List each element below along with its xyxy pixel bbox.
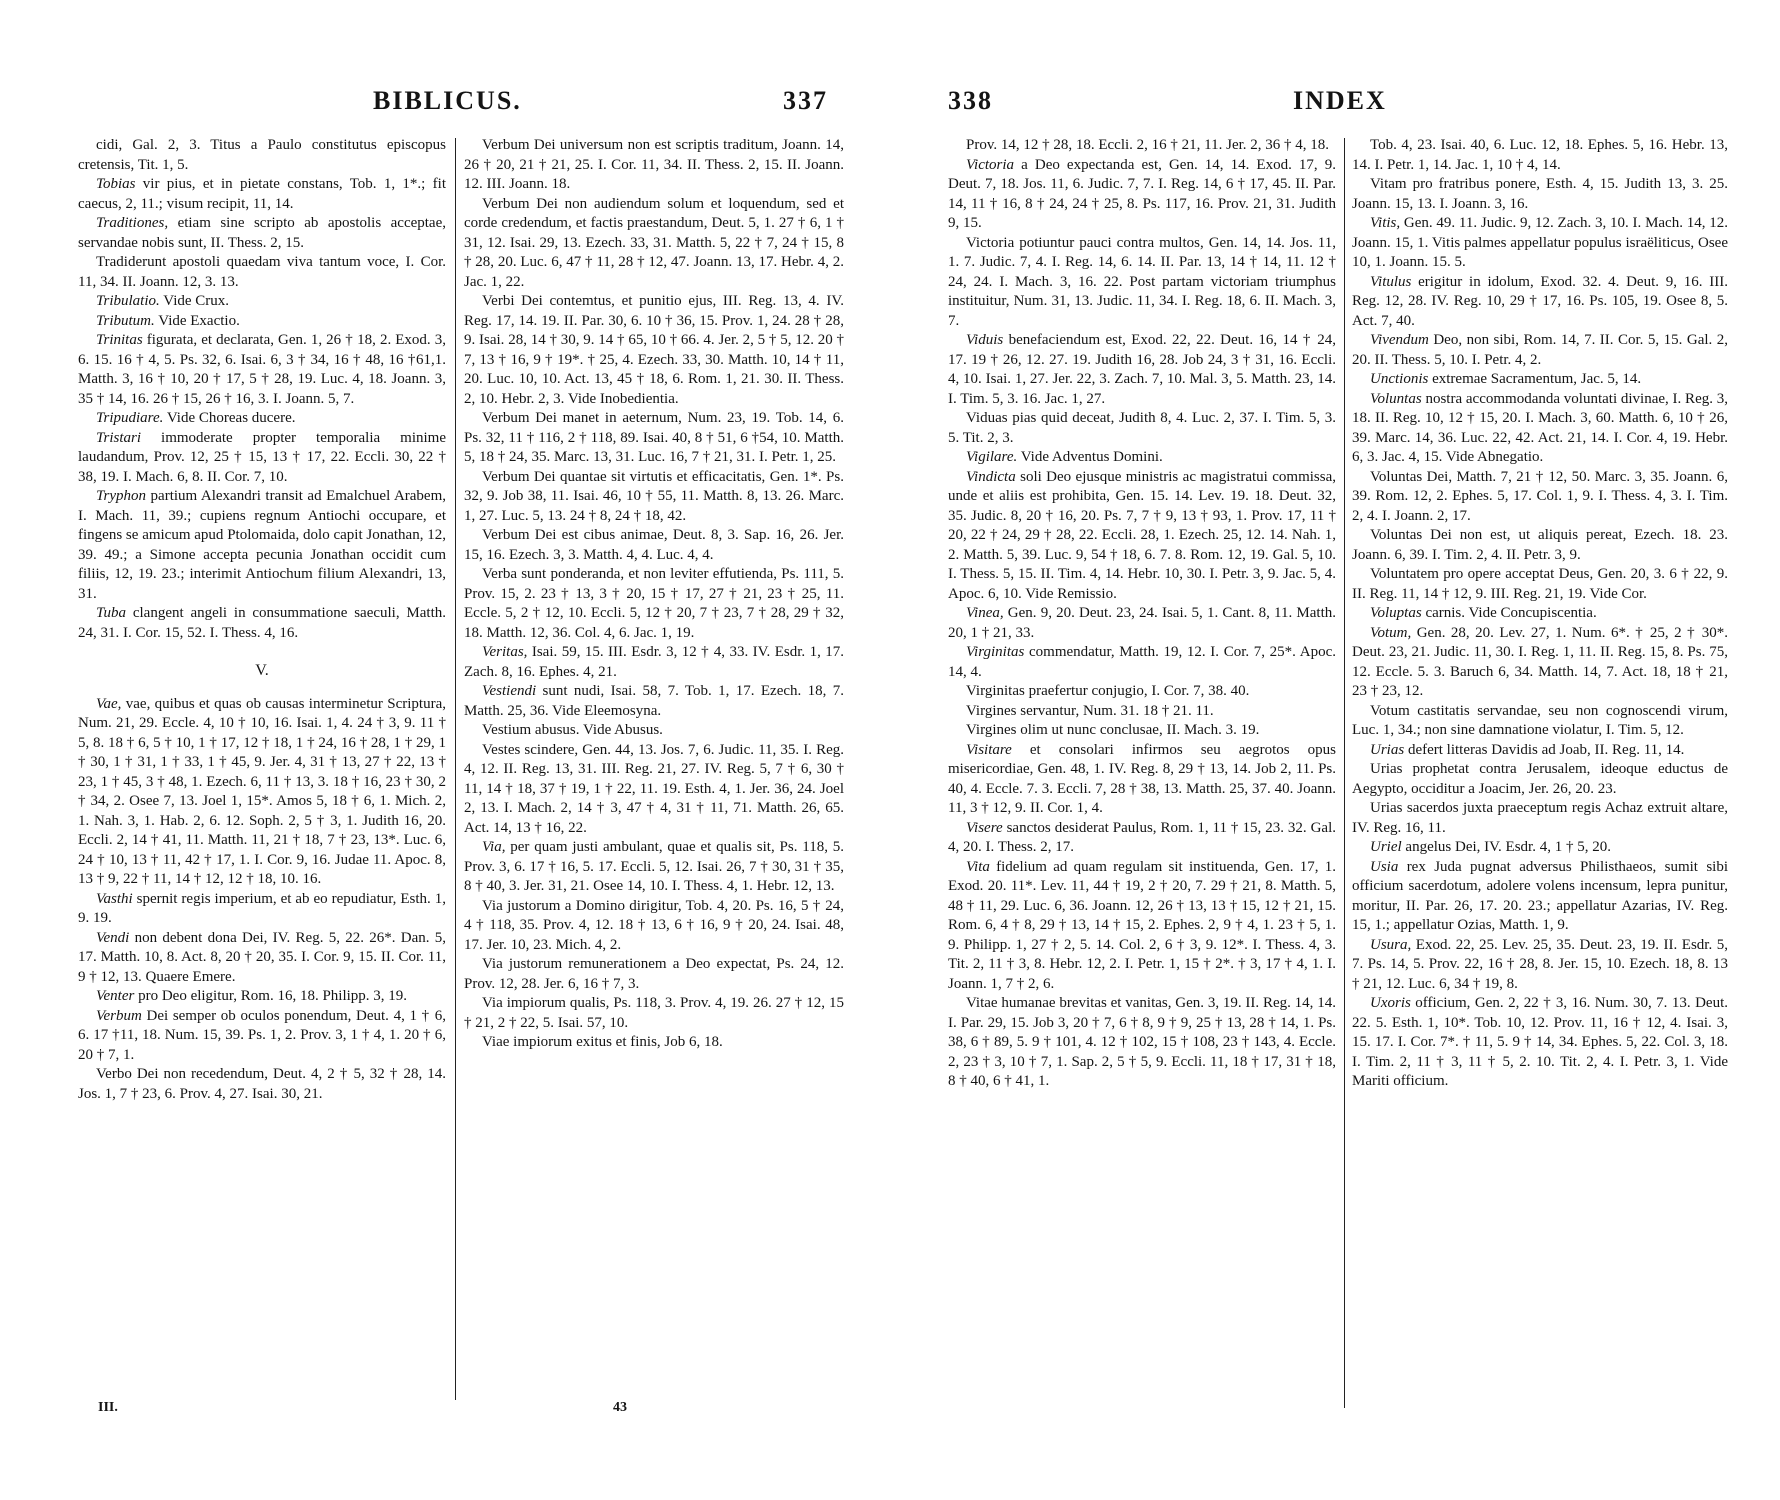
entry-text: Via justorum remunerationem a Deo expectat, Ps. 24, 12. Prov. 12, 28. Jer. 6, 16 † 7, 3. xyxy=(464,956,844,992)
index-entry xyxy=(78,312,446,332)
index-entry xyxy=(1352,175,1728,214)
entry-headword: Veritas, xyxy=(482,644,528,660)
index-entry xyxy=(1352,331,1728,370)
entry-text: erigitur in idolum, Exod. 32. 4. Deut. 9, 16. III. Reg. 12, 28. IV. Reg. 10, 29 † 17, 16. Ps. 105, 19. Osee 8, 5. Act. 7, 40. xyxy=(1352,273,1728,329)
page-number: 338 xyxy=(948,86,993,115)
entry-headword: Vasthi xyxy=(96,890,133,907)
entry-text: sunt nudi, Isai. 58, 7. Tob. 1, 17. Ezech. 18, 7. Matth. 25, 36. Vide Eleemosyna. xyxy=(464,683,844,719)
entry-headword: Traditiones, xyxy=(96,215,169,231)
entry-text: Dei semper ob oculos ponendum, Deut. 4, 1 † 6, 6. 17 †11, 18. Num. 15, 39. Ps. 1, 2. Prov. 3, 1 † 4, 1. 20 † 6, 20 † 7, 1. xyxy=(78,1007,446,1063)
entry-headword: Vindicta xyxy=(966,468,1016,485)
index-entry xyxy=(464,526,844,565)
entry-headword: Vitis, xyxy=(1370,215,1401,231)
index-entry xyxy=(464,838,844,897)
entry-text: Verbum Dei est cibus animae, Deut. 8, 3. Sap. 16, 26. Jer. 15, 16. Ezech. 3, 3. Matth. 4, 4. Luc. 4, 4. xyxy=(464,527,844,563)
entry-text: soli Deo ejusque ministris ac magistratui commissa, unde et aliis est prohibita, Gen. 15. 14. Lev. 19. 18. Deut. 32, 35. Judic. 8, 20 † 16, 20. Ps. 7, 7 † 9, 13 † 93, 1. Prov. 17, 11 † 20, 22 † 24, 29 † 28, 22. Eccli. 28, 1. Ezech. 25, 12. 14. Nah. 1, 2. Matth. 5, 39. Luc. 9, 54 † 18, 6. 7. 8. Rom. 12, 19. Gal. 5, 10. I. Thess. 5, 15. II. Tim. 4, 14. Hebr. 10, 30. I. Petr. 3, 9. Jac. 5, 4. Apoc. 6, 10. Vide Remissio. xyxy=(948,468,1336,602)
index-entry xyxy=(464,136,844,195)
index-entry xyxy=(948,604,1336,643)
entry-text: Via impiorum qualis, Ps. 118, 3. Prov. 4, 19. 26. 27 † 12, 15 † 21, 2 † 22, 5. Isai. 57, 10. xyxy=(464,995,844,1031)
index-entry xyxy=(1352,994,1728,1092)
index-entry xyxy=(1352,702,1728,741)
index-entry xyxy=(948,721,1336,741)
index-entry xyxy=(78,331,446,409)
entry-text: Victoria potiuntur pauci contra multos, Gen. 14, 14. Jos. 11, 1. 7. Judic. 7, 4. I. Reg. 14, 6. 14. II. Par. 13, 14 † 14, 11. 12 † 24, 24. I. Mach. 3, 16. 22. Post partam victoriam triumphus instituitur, Num. 31, 13. Judic. 11, 34. I. Reg. 18, 6. II. Mach. 3, 7. xyxy=(948,234,1336,329)
index-entry xyxy=(1352,624,1728,702)
entry-headword: Trinitas xyxy=(96,332,143,348)
entry-headword: Vivendum xyxy=(1370,332,1429,348)
entry-headword: Tuba xyxy=(96,605,127,621)
entry-headword: Tobias xyxy=(96,176,136,192)
index-entry xyxy=(948,819,1336,858)
entry-text: figurata, et declarata, Gen. 1, 26 † 18, 2. Exod. 3, 6. 15. 16 † 4, 5. Ps. 32, 6. Isai. 6, 3 † 34, 16 † 48, 16 †61,1. Matth. 3, 16 † 10, 20 † 17, 5 † 28, 19. Luc. 4, 18. Joann. 3, 35 † 14, 16. 26 † 15, 26 † 16, 3. I. Joann. 5, 7. xyxy=(78,332,446,407)
entry-headword: Tristari xyxy=(96,429,142,446)
index-entry xyxy=(78,409,446,429)
index-entry xyxy=(1352,760,1728,799)
entry-headword: Tripudiare. xyxy=(96,410,164,426)
entry-headword: Victoria xyxy=(966,156,1015,173)
entry-headword: Tryphon xyxy=(96,488,147,504)
left-page xyxy=(78,0,848,1500)
index-entry xyxy=(464,643,844,682)
entry-text: cidi, Gal. 2, 3. Titus a Paulo constitutus episcopus cretensis, Tit. 1, 5. xyxy=(78,137,446,173)
index-entry xyxy=(78,429,446,488)
index-entry xyxy=(948,136,1336,156)
entry-text: Gen. 28, 20. Lev. 27, 1. Num. 6*. † 25, 2 † 30*. Deut. 23, 21. Judic. 11, 30. I. Reg. 1, 11. II. Reg. 15, 8. Ps. 75, 12. Eccle. 5. 3. Baruch 6, 34. Matth. 14, 7. Act. 18, 18 † 21, 23 † 23, 12. xyxy=(1352,624,1728,699)
entry-text: Vide Choreas ducere. xyxy=(163,410,296,426)
entry-text: Tob. 4, 23. Isai. 40, 6. Luc. 12, 18. Ephes. 5, 16. Hebr. 13, 14. I. Petr. 1, 14. Jac. 1, 10 † 4, 14. xyxy=(1352,137,1728,173)
index-entry xyxy=(464,897,844,956)
entry-headword: Vita xyxy=(966,858,990,875)
entry-headword: Uxoris xyxy=(1370,995,1411,1011)
index-entry xyxy=(1352,604,1728,624)
entry-headword: Vinea, xyxy=(966,605,1004,621)
index-entry xyxy=(464,682,844,721)
entry-text: vir pius, et in pietate constans, Tob. 1, 1*.; fit caecus, 2, 11.; visum recipit, 11, 14. xyxy=(78,176,446,212)
index-entry xyxy=(1352,799,1728,838)
index-entry xyxy=(78,136,446,175)
entry-headword: Viduis xyxy=(966,332,1004,348)
index-entry xyxy=(464,994,844,1033)
entry-headword: Votum, xyxy=(1370,624,1412,641)
index-entry xyxy=(948,409,1336,448)
entry-text: Voluntas Dei, Matth. 7, 21 † 12, 50. Marc. 3, 35. Joann. 6, 39. Rom. 12, 2. Ephes. 5, 17. Col. 1, 9. I. Thess. 4, 3. I. Tim. 2, 4. I. Joann. 2, 17. xyxy=(1352,468,1728,524)
signature-mark: III. xyxy=(98,1400,118,1415)
index-entry xyxy=(78,253,446,292)
index-entry xyxy=(464,565,844,643)
index-entry xyxy=(1352,858,1728,936)
index-entry xyxy=(1352,936,1728,995)
entry-text: Vide Crux. xyxy=(159,293,230,309)
entry-text: Vitae humanae brevitas et vanitas, Gen. 3, 19. II. Reg. 14, 14. I. Par. 29, 15. Job 3, 20 † 7, 6 † 8, 9 † 9, 25 † 13, 28 † 14, 1. Ps. 38, 6 † 89, 5. 9 † 101, 4. 12 † 102, 15 † 108, 23 † 143, 4. Eccle. 2, 23 † 3, 10 † 7, 1. Sap. 2, 5 † 5, 9. Eccli. 11, 18 † 17, 31 † 18, 8 † 40, 6 † 41, 1. xyxy=(948,995,1336,1089)
entry-text: Vestium abusus. Vide Abusus. xyxy=(482,722,663,738)
index-entry xyxy=(464,195,844,293)
entry-text: Verbo Dei non recedendum, Deut. 4, 2 † 5, 32 † 28, 14. Jos. 1, 7 † 23, 6. Prov. 4, 27. Isai. 30, 21. xyxy=(78,1066,446,1102)
index-column-2 xyxy=(1352,136,1728,1401)
entry-text: vae, quibus et quas ob causas interminetur Scriptura, Num. 21, 29. Eccle. 4, 10 † 10, 16. Isai. 1, 4. 24 † 3, 9. 11 † 5, 8. 18 † 6, 5 † 10, 1 † 17, 12 † 18, 1 † 24, 16 † 28, 1 † 29, 1 † 30, 1 † 31, 1 † 33, 1 † 45, 9. Jer. 4, 31 † 13, 27 † 22, 13 † 23, 1 † 45, 3 † 48, 1. Ezech. 6, 11 † 13, 3. 18 † 16, 23 † 30, 2 † 34, 2. Osee 7, 13. Joel 1, 15*. Amos 5, 18 † 6, 1. Mich. 2, 1. Nah. 3, 1. Hab. 2, 6. 12. Soph. 2, 5 † 3, 1. Judith 16, 20. Eccli. 2, 14 † 41, 11. Matth. 11, 21 † 18, 7 † 23, 13*. Luc. 6, 24 † 10, 13 † 11, 42 † 17, 1. I. Cor. 9, 16. Judae 11. Apoc. 8, 13 † 9, 22 † 11, 14 † 12, 12 † 18, 10. 16. xyxy=(78,695,446,887)
entry-text: Vide Exactio. xyxy=(154,312,240,329)
entry-text: clangent angeli in consummatione saeculi, Matth. 24, 31. I. Cor. 15, 52. I. Thess. 4, 16. xyxy=(78,605,446,641)
running-head-title: INDEX xyxy=(1293,86,1387,115)
entry-headword: Vae, xyxy=(96,695,122,712)
entry-text: partium Alexandri transit ad Emalchuel Arabem, I. Mach. 11, 39.; cupiens regnum Antiochi occupare, et fingens se amicum apud Ptolomaida, dolo capit Jonathan, 12, 39. 49.; a Simone accepta pecunia Jonathan occidit cum filiis, 12, 19. 23.; interimit Antiochum filium Alexandri, 13, 31. xyxy=(78,488,446,602)
index-entry xyxy=(948,682,1336,702)
entry-text: Urias sacerdos juxta praeceptum regis Achaz extruit altare, IV. Reg. 16, 11. xyxy=(1352,800,1728,836)
entry-text: Gen. 9, 20. Deut. 23, 24. Isai. 5, 1. Cant. 8, 11. Matth. 20, 1 † 21, 33. xyxy=(948,605,1336,641)
entry-text: Verba sunt ponderanda, et non leviter effutienda, Ps. 111, 5. Prov. 15, 2. 23 † 13, 3 † 20, 15 † 17, 27 † 21, 23 † 25, 11. Eccle. 5, 2 † 12, 10. Eccli. 5, 12 † 20, 7 † 23, 7 † 28, 29 † 32, 18. Matth. 12, 36. Col. 4, 6. Jac. 1, 19. xyxy=(464,566,844,641)
index-column-1 xyxy=(948,136,1336,1401)
index-entry xyxy=(1352,273,1728,332)
entry-text: Voluntatem pro opere acceptat Deus, Gen. 20, 3. 6 † 22, 9. II. Reg. 11, 14 † 12, 9. III. Reg. 21, 19. Vide Cor. xyxy=(1352,566,1728,602)
index-entry xyxy=(464,741,844,839)
entry-text: Virgines olim ut nunc conclusae, II. Mach. 3. 19. xyxy=(966,722,1260,738)
entry-text: Vide Adventus Domini. xyxy=(1017,449,1163,465)
entry-headword: Usia xyxy=(1370,858,1399,875)
index-entry xyxy=(1352,390,1728,468)
index-entry xyxy=(948,643,1336,682)
index-entry xyxy=(464,955,844,994)
column-divider xyxy=(1344,138,1345,1408)
column-divider xyxy=(455,138,456,1400)
index-entry xyxy=(1352,565,1728,604)
entry-text: benefaciendum est, Exod. 22, 22. Deut. 16, 14 † 24, 17. 19 † 26, 12. 27. 19. Judith 16, 28. Job 24, 3 † 31, 16. Eccli. 4, 10. Isai. 1, 27. Jer. 22, 3. Zach. 7, 10. Mal. 3, 5. Matth. 23, 14. I. Tim. 5, 3. 16. Jac. 1, 27. xyxy=(948,332,1336,407)
page-number: 337 xyxy=(783,86,828,115)
entry-text: Vitam pro fratribus ponere, Esth. 4, 15. Judith 13, 3. 25. Joann. 15, 13. I. Joann. 3, 16. xyxy=(1352,176,1728,212)
entry-headword: Urias xyxy=(1370,741,1405,758)
sheet-number: 43 xyxy=(613,1400,627,1415)
index-entry xyxy=(948,331,1336,409)
entry-text: Verbum Dei non audiendum solum et loquendum, sed et corde credendum, et factis praestandum, Deut. 5, 1. 27 † 6, 1 † 31, 12. Isai. 29, 13. Ezech. 33, 31. Matth. 5, 22 † 7, 24 † 15, 8 † 28, 20. Luc. 6, 47 † 11, 28 † 12, 47. Joann. 13, 17. Hebr. 4, 2. Jac. 1, 22. xyxy=(464,195,844,290)
entry-text: Virgines servantur, Num. 31. 18 † 21. 11. xyxy=(966,702,1214,719)
entry-text: sanctos desiderat Paulus, Rom. 1, 11 † 15, 23. 32. Gal. 4, 20. I. Thess. 2, 17. xyxy=(948,819,1336,855)
right-page-columns xyxy=(948,136,1728,1416)
entry-text: Virginitas praefertur conjugio, I. Cor. 7, 38. 40. xyxy=(966,683,1250,699)
index-entry xyxy=(78,604,446,643)
index-entry xyxy=(464,409,844,468)
index-entry xyxy=(948,741,1336,819)
entry-headword: Tributum. xyxy=(96,312,155,329)
entry-text: officium, Gen. 2, 22 † 3, 16. Num. 30, 7. 13. Deut. 22. 5. Esth. 1, 10*. Tob. 10, 12. Prov. 11, 16 † 12, 4. Isai. 3, 15. 17. I. Cor. 7*. † 11, 5. 9 † 14, 34. Ephes. 5, 22. Col. 3, 18. I. Tim. 2, 11 † 3, 11 † 5, 2. 10. Tit. 2, 4. I. Petr. 3, 1. Vide Mariti officium. xyxy=(1352,995,1728,1089)
index-entry xyxy=(948,994,1336,1092)
entry-headword: Tribulatio. xyxy=(96,293,160,309)
entry-headword: Vitulus xyxy=(1370,273,1412,290)
entry-text: Verbum Dei quantae sit virtutis et efficacitatis, Gen. 1*. Ps. 32, 9. Job 38, 11. Isai. 46, 10 † 55, 11. Matth. 8, 13. 26. Marc. 1, 27. Luc. 5, 13. 24 † 8, 24 † 18, 42. xyxy=(464,468,844,524)
index-entry xyxy=(78,695,446,890)
index-entry xyxy=(78,292,446,312)
index-entry xyxy=(78,487,446,604)
index-column-1 xyxy=(78,136,446,1401)
entry-text: defert litteras Davidis ad Joab, II. Reg. 11, 14. xyxy=(1404,741,1685,758)
entry-text: Viduas pias quid deceat, Judith 8, 4. Luc. 2, 37. I. Tim. 5, 3. 5. Tit. 2, 3. xyxy=(948,410,1336,446)
entry-text: Exod. 22, 25. Lev. 25, 35. Deut. 23, 19. II. Esdr. 5, 7. Ps. 14, 5. Prov. 22, 16 † 28, 8. Jer. 15, 10. Ezech. 18, 8. 13 † 21, 12. Luc. 6, 34 † 19, 8. xyxy=(1352,936,1728,992)
index-entry xyxy=(1352,214,1728,273)
running-head-title: BIBLICUS. xyxy=(373,86,522,115)
entry-text: immoderate propter temporalia minime laudandum, Prov. 12, 25 † 15, 13 † 17, 22. Eccli. 30, 22 † 38, 19. I. Mach. 6, 8. II. Cor. 7, 10. xyxy=(78,429,446,485)
index-entry xyxy=(1352,526,1728,565)
index-entry xyxy=(1352,136,1728,175)
index-entry xyxy=(1352,838,1728,858)
index-entry xyxy=(948,858,1336,995)
entry-text: fidelium ad quam regulam sit instituenda, Gen. 17, 1. Exod. 20. 11*. Lev. 11, 44 † 19, 2 † 20, 7. 29 † 21, 8. Matth. 5, 48 † 11, 29. Luc. 6, 36. Joann. 12, 26 † 13, 13 † 15, 12 † 21, 15. Rom. 6, 4 † 8, 29 † 13, 14 † 15, 2. Ephes. 2, 9 † 4, 1. 23 † 5, 1. 9. Philipp. 1, 27 † 2, 5. 14. Col. 2, 6 † 3, 9. 12*. I. Thess. 4, 3. Tit. 2, 11 † 3, 8. Hebr. 12, 2. I. Petr. 1, 15 † 2*. † 3, 17 † 4, 1. I. Joann. 1, 7 † 2, 6. xyxy=(948,858,1336,992)
index-entry xyxy=(78,1065,446,1104)
entry-headword: Via, xyxy=(482,839,506,855)
right-page-header xyxy=(948,86,1728,122)
entry-headword: Visitare xyxy=(966,741,1012,758)
entry-headword: Usura, xyxy=(1370,936,1412,953)
index-entry xyxy=(464,1033,844,1053)
index-entry xyxy=(464,721,844,741)
index-entry xyxy=(78,890,446,929)
index-entry xyxy=(78,1007,446,1066)
entry-text: Verbum Dei manet in aeternum, Num. 23, 19. Tob. 14, 6. Ps. 32, 11 † 116, 2 † 118, 89. Isai. 40, 8 † 51, 6 †54, 10. Matth. 5, 18 † 24, 35. Marc. 13, 31. Luc. 16, 7 † 21, 31. I. Petr. 1, 25. xyxy=(464,410,844,465)
entry-text: Isai. 59, 15. III. Esdr. 3, 12 † 4, 33. IV. Esdr. 1, 17. Zach. 8, 16. Ephes. 4, 21. xyxy=(464,644,844,680)
entry-headword: Verbum xyxy=(96,1007,142,1024)
index-entry xyxy=(464,292,844,409)
entry-text: non debent dona Dei, IV. Reg. 5, 22. 26*. Dan. 5, 17. Matth. 10, 8. Act. 8, 20 † 20, 35. I. Cor. 9, 15. II. Cor. 11, 9 † 12, 13. Quaere Emere. xyxy=(78,929,446,985)
right-page xyxy=(948,0,1728,1500)
entry-text: Votum castitatis servandae, seu non cognoscendi virum, Luc. 1, 34.; non sine damnatione violatur, I. Tim. 5, 12. xyxy=(1352,702,1728,738)
entry-text: spernit regis imperium, et ab eo repudiatur, Esth. 1, 9. 19. xyxy=(78,890,446,926)
entry-headword: Vestiendi xyxy=(482,683,537,699)
entry-text: Urias prophetat contra Jerusalem, ideoque eductus de Aegypto, occiditur a Joacim, Jer. 26, 20. 23. xyxy=(1352,761,1728,797)
entry-text: Via justorum a Domino dirigitur, Tob. 4, 20. Ps. 16, 5 † 24, 4 † 118, 35. Prov. 4, 12. 18 † 13, 6 † 16, 9 † 20, 24. Isai. 48, 17. Jer. 10, 23. Mich. 4, 2. xyxy=(464,897,844,953)
entry-text: Voluntas Dei non est, ut aliquis pereat, Ezech. 18. 23. Joann. 6, 39. I. Tim. 2, 4. II. Petr. 3, 9. xyxy=(1352,527,1728,563)
index-entry xyxy=(1352,370,1728,390)
index-entry xyxy=(948,702,1336,722)
index-entry xyxy=(78,929,446,988)
index-entry xyxy=(464,468,844,527)
entry-headword: Vendi xyxy=(96,929,130,946)
index-entry xyxy=(948,156,1336,234)
index-entry xyxy=(1352,741,1728,761)
entry-text: rex Juda pugnat adversus Philisthaeos, sumit sibi officium sacerdotum, adolere volens incensum, lepra punitur, moritur, II. Par. 26, 17. 20. 23.; appellatur Azarias, IV. Reg. 15, 1.; appellatur Ozias, Matth. 1, 9. xyxy=(1352,858,1728,933)
entry-headword: Voluptas xyxy=(1370,605,1422,621)
index-entry xyxy=(1352,468,1728,527)
index-entry xyxy=(78,214,446,253)
index-entry xyxy=(948,468,1336,605)
entry-text: carnis. Vide Concupiscentia. xyxy=(1421,605,1597,621)
entry-headword: Visere xyxy=(966,819,1003,836)
entry-headword: Unctionis xyxy=(1370,371,1429,387)
entry-headword: Voluntas xyxy=(1370,390,1422,407)
entry-text: angelus Dei, IV. Esdr. 4, 1 † 5, 20. xyxy=(1401,839,1611,855)
entry-text: Viae impiorum exitus et finis, Job 6, 18. xyxy=(482,1034,723,1050)
entry-text: Tradiderunt apostoli quaedam viva tantum voce, I. Cor. 11, 34. II. Joann. 12, 3. 13. xyxy=(78,254,446,290)
left-page-columns xyxy=(78,136,848,1416)
entry-text: pro Deo eligitur, Rom. 16, 18. Philipp. 3, 19. xyxy=(134,988,408,1004)
index-column-2 xyxy=(464,136,844,1401)
section-letter: V. xyxy=(255,662,269,679)
entry-text: nostra accommodanda voluntati divinae, I. Reg. 3, 18. II. Reg. 10, 12 † 15, 20. I. Mach. 3, 60. Matth. 6, 10 † 26, 39. Marc. 14, 36. Luc. 22, 42. Act. 21, 14. I. Cor. 4, 19. Hebr. 6, 3. Jac. 4, 15. Vide Abnegatio. xyxy=(1352,390,1728,465)
entry-text: a Deo expectanda est, Gen. 14, 14. Exod. 17, 9. Deut. 7, 18. Jos. 11, 6. Judic. 7, 7. I. Reg. 14, 6 † 17, 45. II. Par. 14, 11 † 16, 8 † 24, 24 † 25, 8. Ps. 117, 16. Prov. 21, 31. Judith 9, 15. xyxy=(948,156,1336,231)
entry-text: per quam justi ambulant, quae et qualis sit, Ps. 118, 5. Prov. 3, 6. 17 † 16, 5. 17. Eccli. 5, 12. Isai. 26, 7 † 30, 31 † 35, 8 † 40, 3. Jer. 31, 21. Osee 14, 10. I. Thess. 4, 1. Hebr. 12, 13. xyxy=(464,839,844,894)
entry-text: Verbum Dei universum non est scriptis traditum, Joann. 14, 26 † 20, 21 † 21, 25. I. Cor. 11, 34. II. Thess. 2, 15. II. Joann. 12. III. Joann. 18. xyxy=(464,137,844,192)
entry-headword: Uriel xyxy=(1370,839,1402,855)
entry-text: commendatur, Matth. 19, 12. I. Cor. 7, 25*. Apoc. 14, 4. xyxy=(948,644,1336,680)
index-entry xyxy=(948,234,1336,332)
entry-text: extremae Sacramentum, Jac. 5, 14. xyxy=(1428,371,1642,387)
entry-headword: Virginitas xyxy=(966,644,1025,660)
entry-headword: Venter xyxy=(96,988,135,1004)
entry-text: Vestes scindere, Gen. 44, 13. Jos. 7, 6. Judic. 11, 35. I. Reg. 4, 12. II. Reg. 13, 31. III. Reg. 21, 27. IV. Reg. 5, 7 † 6, 30 † 11, 14 † 18, 37 † 19, 1 † 22, 11. 19. Esth. 4, 1. Jer. 36, 24. Joel 2, 13. I. Mach. 2, 14 † 3, 47 † 4, 31 † 11, 71. Matth. 26, 65. Act. 14, 13 † 16, 22. xyxy=(464,741,844,836)
entry-text: etiam sine scripto ab apostolis acceptae, servandae nobis sunt, II. Thess. 2, 15. xyxy=(78,215,446,251)
entry-text: Verbi Dei contemtus, et punitio ejus, III. Reg. 13, 4. IV. Reg. 17, 14. 19. II. Par. 30, 6. 10 † 36, 15. Prov. 1, 24. 28 † 28, 9. Isai. 28, 14 † 30, 9. 14 † 65, 10 † 66. 4. Jer. 2, 5 † 5, 12. 20 † 7, 13 † 16, 9 † 19*. † 25, 4. Ezech. 33, 30. Matth. 10, 14 † 11, 20. Luc. 10, 10. Act. 13, 45 † 18, 6. Rom. 1, 21. 30. II. Thess. 2, 10. Hebr. 2, 3. Vide Inobedientia. xyxy=(464,293,844,407)
index-entry xyxy=(78,987,446,1007)
index-entry xyxy=(78,175,446,214)
entry-text: Deo, non sibi, Rom. 14, 7. II. Cor. 5, 15. Gal. 2, 20. II. Thess. 5, 10. I. Petr. 4, 2. xyxy=(1352,332,1728,368)
entry-text: et consolari infirmos seu aegrotos opus misericordiae, Gen. 48, 1. IV. Reg. 8, 29 † 13, 14. Job 2, 11. Ps. 40, 4. Eccle. 7. 3. Eccli. 7, 28 † 38, 13. Matth. 25, 37. 40. Joann. 11, 3 † 12, 9. II. Cor. 1, 4. xyxy=(948,741,1336,816)
index-entry xyxy=(948,448,1336,468)
entry-text: Gen. 49. 11. Judic. 9, 12. Zach. 3, 10. I. Mach. 14, 12. Joann. 15, 1. Vitis palmes appellatur populus israëliticus, Osee 10, 1. Joann. 15. 5. xyxy=(1352,215,1728,270)
entry-headword: Vigilare. xyxy=(966,449,1018,465)
entry-text: Prov. 14, 12 † 28, 18. Eccli. 2, 16 † 21, 11. Jer. 2, 36 † 4, 18. xyxy=(966,137,1330,153)
left-page-header xyxy=(78,86,848,122)
